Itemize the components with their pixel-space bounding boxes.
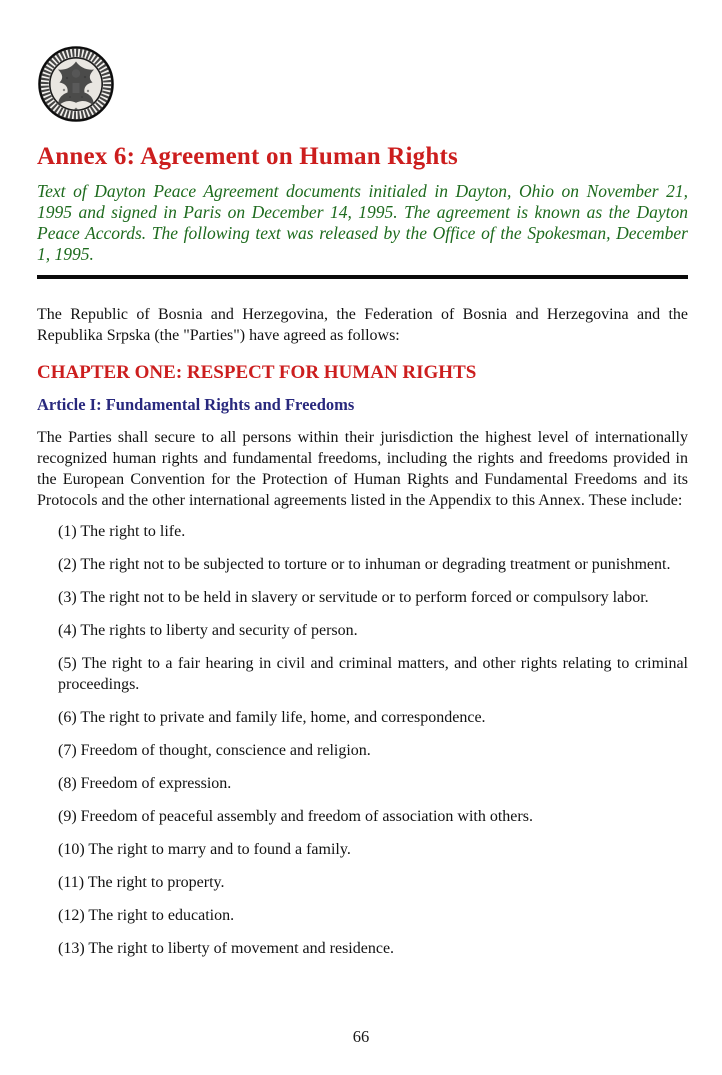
chapter-heading: CHAPTER ONE: RESPECT FOR HUMAN RIGHTS [37, 362, 477, 383]
page-title: Annex 6: Agreement on Human Rights [37, 143, 458, 170]
page-number: 66 [352, 1027, 370, 1046]
preamble-paragraph: The Republic of Bosnia and Herzegovina, the Federation of Bosnia and Herzegovina and the Republika Srpska (the "Parties") have agreed as follows: [37, 306, 688, 344]
list-item: (1) The right to life. [58, 523, 186, 540]
list-item: (12) The right to education. [58, 907, 235, 924]
list-item: (4) The rights to liberty and security of person. [58, 622, 358, 639]
list-item: (10) The right to marry and to found a family. [58, 841, 351, 858]
list-item: (5) The right to a fair hearing in civil and criminal matters, and other rights relating to criminal proceedings. [58, 655, 688, 693]
rights-list [37, 521, 688, 959]
list-item: (9) Freedom of peaceful assembly and freedom of association with others. [58, 808, 533, 825]
article-heading: Article I: Fundamental Rights and Freedoms [37, 395, 355, 414]
list-item: (13) The right to liberty of movement and residence. [58, 940, 395, 957]
list-item: (8) Freedom of expression. [58, 775, 232, 792]
us-department-of-state-seal-icon [37, 45, 115, 123]
intro-note: Text of Dayton Peace Agreement documents initialed in Dayton, Ohio on November 21, 1995 and signed in Paris on December 14, 1995. The agreement is known as the Dayton Peace Accords. The following text was released by the Office of the Spokesman, December 1, 1995. [37, 181, 688, 264]
list-item: (7) Freedom of thought, conscience and religion. [58, 742, 371, 759]
horizontal-rule [37, 275, 688, 279]
list-item: (11) The right to property. [58, 874, 225, 891]
list-item: (3) The right not to be held in slavery or servitude or to perform forced or compulsory labor. [58, 589, 649, 606]
list-item: (2) The right not to be subjected to torture or to inhuman or degrading treatment or punishment. [58, 556, 671, 573]
list-item: (6) The right to private and family life, home, and correspondence. [58, 709, 486, 726]
article-body-paragraph: The Parties shall secure to all persons within their jurisdiction the highest level of internationally recognized human rights and fundamental freedoms, including the rights and freedoms provided in the European Convention for the Protection of Human Rights and Fundamental Freedoms and its Protocols and the other international agreements listed in the Appendix to this Annex. These include: [37, 429, 688, 509]
document-content [37, 0, 688, 959]
